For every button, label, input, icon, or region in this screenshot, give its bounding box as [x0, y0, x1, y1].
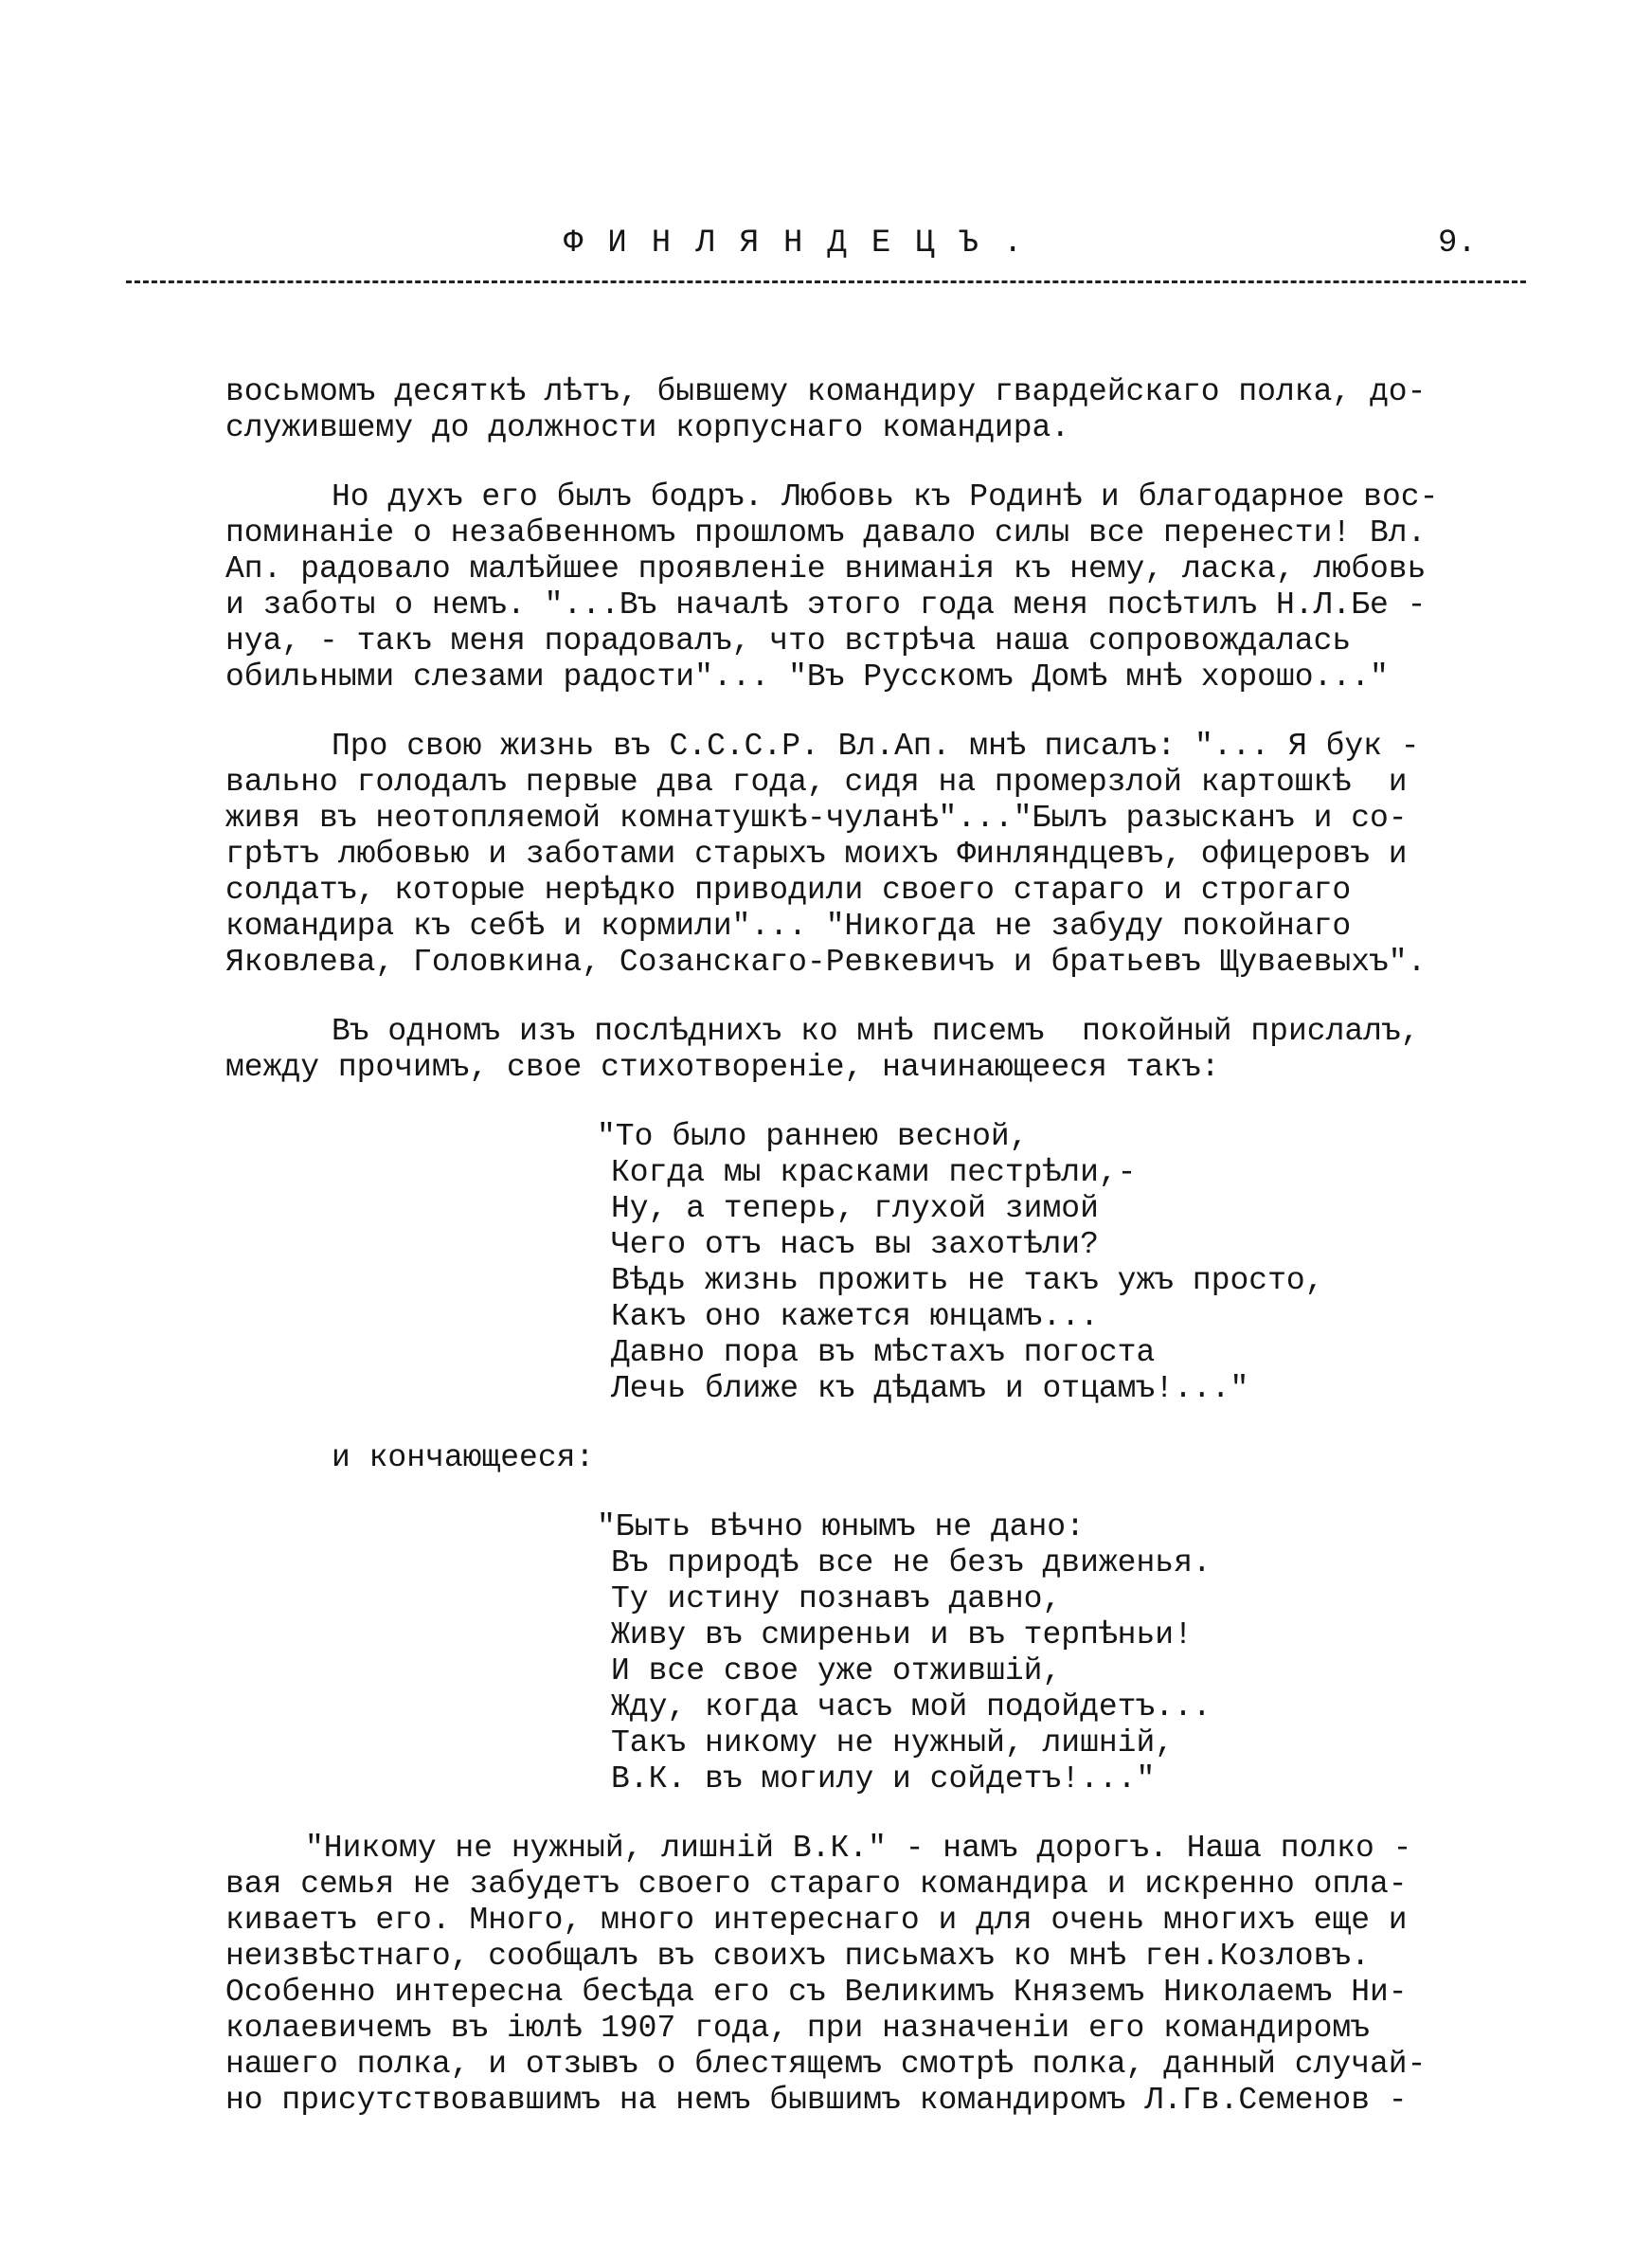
poem-line: Въ природѣ все не безъ движенья.: [611, 1545, 1212, 1580]
poem-line: Ну, а теперь, глухой зимой: [611, 1191, 1099, 1226]
poem-line: В.К. въ могилу и сойдетъ!...": [611, 1761, 1156, 1797]
poem-line: Жду, когда часъ мой подойдетъ...: [611, 1689, 1212, 1724]
paragraph-line: солдатъ, которые нерѣдко приводили своего стараго и строгаго: [225, 873, 1352, 908]
paragraph-line: неизвѣстнаго, сообщалъ въ своихъ письмахъ ко мнѣ ген.Козловъ.: [225, 1939, 1370, 1974]
paragraph-line: нуа, - такъ меня порадовалъ, что встрѣча наша сопровождалась: [225, 623, 1352, 659]
paragraph-line: командира къ себѣ и кормили"... "Никогда не забуду покойнаго: [225, 909, 1352, 944]
paragraph-line: и заботы о немъ. "...Въ началѣ этого года меня посѣтилъ Н.Л.Бе -: [225, 587, 1427, 623]
paragraph-line: живя въ неотопляемой комнатушкѣ-чуланѣ"..."Былъ разысканъ и со-: [225, 801, 1408, 836]
paragraph-line: колаевичемъ въ іюлѣ 1907 года, при назначеніи его командиромъ: [225, 2011, 1370, 2046]
paragraph-line: Ап. радовало малѣйшее проявленіе вниманія къ нему, ласка, любовь: [225, 551, 1427, 587]
paragraph-line: но присутствовавшимъ на немъ бывшимъ командиромъ Л.Гв.Семенов -: [225, 2083, 1408, 2118]
paragraph-line: Особенно интересна бесѣда его съ Великимъ Княземъ Николаемъ Ни-: [225, 1975, 1408, 2010]
paragraph-line: киваетъ его. Много, много интереснаго и для очень многихъ еще и: [225, 1903, 1408, 1938]
paragraph-line: "Никому не нужный, лишній В.К." - намъ дорогъ. Наша полко -: [305, 1831, 1412, 1866]
paragraph-line: восьмомъ десяткѣ лѣтъ, бывшему командиру гвардейскаго полка, до-: [225, 374, 1427, 409]
paragraph-line: между прочимъ, свое стихотвореніе, начинающееся такъ:: [225, 1050, 1220, 1085]
poem-line: Вѣдь жизнь прожить не такъ ужъ просто,: [611, 1263, 1324, 1298]
paragraph-line: вая семья не забудетъ своего стараго командира и искренно опла-: [225, 1867, 1408, 1902]
header-title: ФИНЛЯНДЕЦЪ.: [564, 226, 1048, 262]
paragraph-line: вально голодалъ первые два года, сидя на промерзлой картошкѣ и: [225, 765, 1408, 800]
paragraph-line: грѣтъ любовью и заботами старыхъ моихъ Финляндцевъ, офицеровъ и: [225, 837, 1408, 872]
poem-line: Лечь ближе къ дѣдамъ и отцамъ!...": [611, 1371, 1249, 1406]
paragraph-line: нашего полка, и отзывъ о блестящемъ смотрѣ полка, данный случай-: [225, 2047, 1427, 2082]
poem-line: Когда мы красками пестрѣли,-: [611, 1155, 1137, 1190]
paragraph-line: Яковлева, Головкина, Созанскаго-Ревкевичъ и братьевъ Щуваевыхъ".: [225, 945, 1427, 980]
poem-line: Чего отъ насъ вы захотѣли?: [611, 1227, 1099, 1262]
poem-line: Ту истину познавъ давно,: [611, 1581, 1062, 1616]
poem-line: Какъ оно кажется юнцамъ...: [611, 1299, 1099, 1334]
header-rule: [126, 280, 1526, 283]
paragraph-line: Про свою жизнь въ С.С.С.Р. Вл.Ап. мнѣ писалъ: "... Я бук -: [332, 729, 1420, 764]
paragraph-line: Но духъ его былъ бодръ. Любовь къ Родинѣ и благодарное вос-: [332, 479, 1439, 515]
poem-line: "То было раннею весной,: [597, 1119, 1029, 1154]
poem-line: Такъ никому не нужный, лишній,: [611, 1725, 1175, 1760]
poem-line: Живу въ смиреньи и въ терпѣньи!: [611, 1617, 1193, 1652]
poem-line: Давно пора въ мѣстахъ погоста: [611, 1335, 1156, 1370]
paragraph-line: обильными слезами радости"... "Въ Русскомъ Домѣ мнѣ хорошо...": [225, 659, 1389, 695]
poem-line: "Быть вѣчно юнымъ не дано:: [597, 1509, 1085, 1544]
page-number: 9.: [1438, 226, 1477, 262]
poem-line: И все свое уже отжившій,: [611, 1653, 1062, 1688]
paragraph-line: и кончающееся:: [332, 1440, 595, 1475]
paragraph-line: Въ одномъ изъ послѣднихъ ко мнѣ писемъ покойный прислалъ,: [332, 1014, 1420, 1049]
paragraph-line: служившему до должности корпуснаго командира.: [225, 410, 1070, 445]
paragraph-line: поминаніе о незабвенномъ прошломъ давало силы все перенести! Вл.: [225, 515, 1427, 551]
